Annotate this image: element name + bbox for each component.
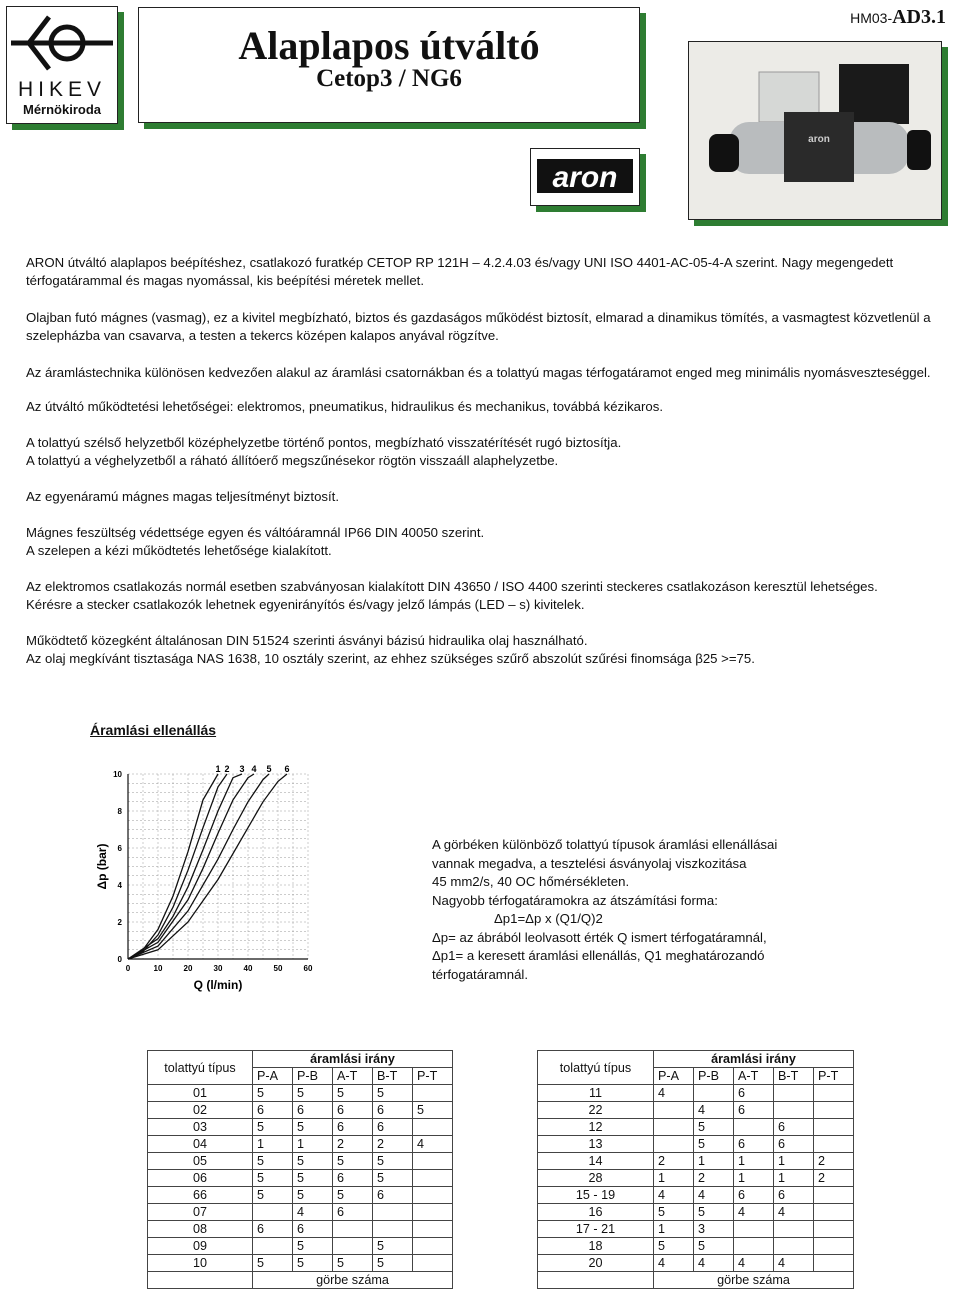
curve-number: 6 [333,1204,373,1221]
x-tick-label: 10 [153,964,163,973]
curve-number [774,1102,814,1119]
curve-number: 6 [774,1187,814,1204]
spool-type: 13 [538,1136,654,1153]
y-tick-label: 0 [117,955,122,964]
curve-number [774,1221,814,1238]
curve-label: 5 [266,764,272,774]
curve-number: 2 [814,1153,854,1170]
type-header: tolattyú típus [148,1051,253,1085]
curve-number [413,1204,453,1221]
curve-number [253,1238,293,1255]
curve-number [734,1119,774,1136]
curve-number [413,1085,453,1102]
x-tick-label: 30 [213,964,223,973]
x-tick-label: 40 [243,964,253,973]
curve-number: 6 [774,1136,814,1153]
spool-type: 02 [148,1102,253,1119]
curve-number: 5 [654,1204,694,1221]
y-tick-label: 2 [117,918,122,927]
curve-label: 4 [251,764,257,774]
table-row [538,1238,854,1255]
column-header: P-B [293,1068,333,1085]
curve-number: 5 [253,1187,293,1204]
curve-number: 1 [253,1136,293,1153]
svg-text:aron: aron [808,134,830,145]
desc-line-6: Δp1= a keresett áramlási ellenállás, Q1 meghatározandó térfogatáramnál. [432,948,765,982]
curve-number: 6 [774,1119,814,1136]
desc-line-5: Δp= az ábrából leolvasott érték Q ismert térfogatáramnál, [432,929,767,945]
curve-number: 1 [734,1170,774,1187]
curve-number [734,1238,774,1255]
curve-number: 5 [694,1204,734,1221]
curve-number [814,1255,854,1272]
curve-number: 1 [734,1153,774,1170]
spool-table-left [147,1050,453,1289]
curve-number: 4 [654,1085,694,1102]
curve-number: 5 [333,1085,373,1102]
curve-number [413,1238,453,1255]
hikev-logo [6,6,118,124]
table-row [148,1204,453,1221]
curve-number [654,1119,694,1136]
aron-logo [530,148,640,206]
spring-paragraph: A tolattyú szélső helyzetből középhelyzetbe történő pontos, megbízható visszatérítését rugó biztosítja. [26,435,622,450]
curve-number [413,1153,453,1170]
curve-number [373,1221,413,1238]
curve-number: 5 [694,1238,734,1255]
curve-number: 4 [654,1187,694,1204]
curve-number: 6 [293,1102,333,1119]
curve-number: 6 [253,1221,293,1238]
connector-paragraph: Az elektromos csatlakozás normál esetben szabványosan kialakított DIN 43650 / ISO 4400 szerinti steckeres csatlakozáson keresztül lehetséges. [26,579,878,594]
section-title: Áramlási ellenállás [90,722,217,738]
curve-number: 5 [293,1153,333,1170]
page-title: Alaplapos útváltó [238,23,540,68]
curve-number [333,1221,373,1238]
column-header: A-T [734,1068,774,1085]
group-header: áramlási irány [253,1051,453,1068]
spool-table-right [537,1050,854,1289]
led-paragraph: Kérésre a stecker csatlakozók lehetnek egyenirányítós és/vagy jelző lámpás (LED – s) kivitelek. [26,597,585,612]
magnet-paragraph: Olajban futó mágnes (vasmag), ez a kivitel megbízható, biztos és gazdaságos működést biztosít, elmarad a dinamikus tömítés, a vasmagtest közvetlenül a szelepházba van csavarva, a testen a tekercs középen kalapos anyával rögzítve. [26,310,931,343]
curve-number [373,1204,413,1221]
flow-resistance-chart [96,762,336,998]
y-tick-label: 4 [117,881,122,890]
chart-description [432,836,812,984]
curve-number [814,1119,854,1136]
curve-number [814,1187,854,1204]
curve-number: 6 [734,1187,774,1204]
curve-number [814,1204,854,1221]
curve-number: 5 [373,1153,413,1170]
curve-number: 6 [373,1119,413,1136]
curve-number: 5 [293,1170,333,1187]
table-row [148,1102,453,1119]
table-row [148,1187,453,1204]
svg-text:aron: aron [552,161,618,194]
curve-number: 6 [734,1136,774,1153]
curve-number: 3 [694,1221,734,1238]
x-tick-label: 20 [183,964,193,973]
spool-type: 09 [148,1238,253,1255]
desc-line-3: Nagyobb térfogatáramokra az átszámítási forma: [432,892,718,908]
aron-logo-icon [531,149,639,205]
column-header: A-T [333,1068,373,1085]
column-header: P-A [253,1068,293,1085]
spool-type: 15 - 19 [538,1187,654,1204]
page-subtitle: Cetop3 / NG6 [316,65,462,92]
curve-number: 2 [373,1136,413,1153]
curve-number: 6 [293,1221,333,1238]
curve-number [734,1221,774,1238]
spool-type: 03 [148,1119,253,1136]
return-paragraph: A tolattyú a véghelyzetből a ráható állítóerő megszűnésekor rögtön visszaáll alaphelyzetbe. [26,453,559,468]
curve-number: 4 [774,1255,814,1272]
table-footer: görbe száma [654,1272,854,1289]
flow-paragraph: Az áramlástechnika különösen kedvezően alakul az áramlási csatornákban és a tolattyú magas térfogatáramot enged meg minimális nyomásveszteséggel. [26,365,931,380]
table-row [538,1119,854,1136]
curve-number: 5 [253,1085,293,1102]
table-row [538,1136,854,1153]
curve-number [814,1136,854,1153]
curve-number [694,1085,734,1102]
column-header: P-T [814,1068,854,1085]
column-header: P-T [413,1068,453,1085]
curve-label: 6 [284,764,290,774]
spool-type: 06 [148,1170,253,1187]
curve-number: 6 [373,1187,413,1204]
actuation-paragraph: Az útváltó működtetési lehetőségei: elektromos, pneumatikus, hidraulikus és mechanikus, továbbá kézikaros. [26,399,663,414]
curve-number: 4 [734,1255,774,1272]
curve-number: 2 [814,1170,854,1187]
curve-number: 6 [333,1170,373,1187]
curve-number: 5 [373,1170,413,1187]
spool-type: 04 [148,1136,253,1153]
table-row [148,1255,453,1272]
doc-code: HM03-AD3.1 [850,6,946,28]
curve-label: 3 [239,764,245,774]
spool-type: 18 [538,1238,654,1255]
valve-image [689,42,941,219]
column-header: B-T [774,1068,814,1085]
spool-type: 07 [148,1204,253,1221]
svg-text:HIKEV: HIKEV [17,78,107,101]
curve-number: 4 [694,1187,734,1204]
curve-number: 1 [654,1170,694,1187]
intro-paragraph: ARON útváltó alaplapos beépítéshez, csatlakozó furatkép CETOP RP 121H – 4.2.4.03 és/vagy UNI ISO 4401-AC-05-4-A szerint. Nagy megengedett térfogatárammal és magas nyomással, kis beépítési méretek mellet. [26,255,894,288]
x-tick-label: 50 [273,964,283,973]
svg-text:Mérnökiroda: Mérnökiroda [22,102,102,117]
curve-number: 5 [373,1085,413,1102]
curve-number: 5 [293,1238,333,1255]
spool-type: 22 [538,1102,654,1119]
column-header: P-A [654,1068,694,1085]
curve-number: 4 [413,1136,453,1153]
dc-paragraph: Az egyenáramú mágnes magas teljesítményt biztosít. [26,489,339,504]
spool-type: 14 [538,1153,654,1170]
curve-number: 4 [654,1255,694,1272]
column-header: P-B [694,1068,734,1085]
curve-number: 5 [373,1255,413,1272]
table-row [148,1221,453,1238]
y-tick-label: 10 [113,770,122,779]
x-tick-label: 60 [303,964,313,973]
desc-formula: Δp1=Δp x (Q1/Q)2 [494,911,603,926]
table-row [538,1170,854,1187]
spool-type: 08 [148,1221,253,1238]
curve-number [333,1238,373,1255]
table-row [538,1102,854,1119]
table-row [148,1238,453,1255]
curve-number: 5 [694,1136,734,1153]
table-row [538,1255,854,1272]
curve-number [654,1136,694,1153]
table-row [148,1136,453,1153]
curve-number: 4 [694,1255,734,1272]
curve-number: 4 [734,1204,774,1221]
curve-label: 1 [215,764,221,774]
curve-number: 1 [654,1221,694,1238]
curve-4 [128,774,254,959]
curve-number: 5 [293,1119,333,1136]
valve-photo [688,41,942,220]
curve-number: 5 [253,1255,293,1272]
curve-number: 6 [373,1102,413,1119]
table-footer: görbe száma [253,1272,453,1289]
y-tick-label: 6 [117,844,122,853]
curve-number [654,1102,694,1119]
curve-number: 5 [333,1187,373,1204]
curve-number [413,1170,453,1187]
curve-label: 2 [224,764,230,774]
curve-number [413,1221,453,1238]
curve-number: 6 [734,1085,774,1102]
curve-number: 5 [253,1170,293,1187]
spool-type: 01 [148,1085,253,1102]
y-tick-label: 8 [117,807,122,816]
curve-number [413,1187,453,1204]
column-header: B-T [373,1068,413,1085]
curve-number [413,1255,453,1272]
table-row [538,1187,854,1204]
curve-number [814,1221,854,1238]
curve-number [774,1085,814,1102]
desc-line-2: 45 mm2/s, 40 OC hőmérsékleten. [432,874,630,889]
curve-number: 6 [253,1102,293,1119]
table-row [148,1119,453,1136]
spool-type: 16 [538,1204,654,1221]
curve-number: 1 [293,1136,333,1153]
curve-number: 5 [333,1255,373,1272]
curve-number: 5 [413,1102,453,1119]
table-row [148,1085,453,1102]
curve-number: 6 [734,1102,774,1119]
protection-paragraph: Mágnes feszültség védettsége egyen és váltóáramnál IP66 DIN 40050 szerint. [26,525,485,540]
curve-number: 2 [654,1153,694,1170]
spool-type: 05 [148,1153,253,1170]
title-box [138,7,640,123]
spool-type: 12 [538,1119,654,1136]
curve-number [413,1119,453,1136]
table-row [148,1170,453,1187]
curve-number: 5 [694,1119,734,1136]
spool-type: 28 [538,1170,654,1187]
curve-number [253,1204,293,1221]
y-axis-label: Δp (bar) [96,843,109,890]
curve-number: 6 [333,1102,373,1119]
table-row [538,1085,854,1102]
curve-number [814,1085,854,1102]
curve-number: 5 [253,1119,293,1136]
spool-type: 20 [538,1255,654,1272]
desc-line-1: A görbéken különböző tolattyú típusok áramlási ellenállásai vannak megadva, a tesztelési ásványolaj viszkozitása [432,837,778,871]
curve-number: 1 [694,1153,734,1170]
type-header: tolattyú típus [538,1051,654,1085]
manual-paragraph: A szelepen a kézi működtetés lehetősége kialakított. [26,543,332,558]
curve-number: 2 [694,1170,734,1187]
spool-type: 17 - 21 [538,1221,654,1238]
curve-number: 5 [293,1085,333,1102]
curve-number: 4 [694,1102,734,1119]
cleanliness-paragraph: Az olaj megkívánt tisztasága NAS 1638, 10 osztály szerint, az ehhez szükséges szűrő abszolút szűrési finomsága β25 >=75. [26,651,755,666]
curve-number: 2 [333,1136,373,1153]
curve-number: 1 [774,1170,814,1187]
curve-number [774,1238,814,1255]
group-header: áramlási irány [654,1051,854,1068]
curve-number: 4 [774,1204,814,1221]
curve-number: 5 [654,1238,694,1255]
curve-number [814,1102,854,1119]
table-row [148,1153,453,1170]
spool-type: 11 [538,1085,654,1102]
spool-type: 66 [148,1187,253,1204]
table-row [538,1221,854,1238]
table-row [538,1204,854,1221]
x-tick-label: 0 [125,964,131,973]
curve-number: 5 [253,1153,293,1170]
curve-number: 5 [373,1238,413,1255]
hikev-emblem-icon [7,7,117,123]
curve-number: 4 [293,1204,333,1221]
curve-number: 5 [293,1255,333,1272]
spool-type: 10 [148,1255,253,1272]
curve-number: 1 [774,1153,814,1170]
curve-number: 6 [333,1119,373,1136]
table-row [538,1153,854,1170]
fluid-paragraph: Működtető közegként általánosan DIN 51524 szerinti ásványi bázisú hidraulika olaj használható. [26,633,588,648]
curve-number: 5 [333,1153,373,1170]
curve-number: 5 [293,1187,333,1204]
x-axis-label: Q (l/min) [193,978,243,992]
curve-number [814,1238,854,1255]
